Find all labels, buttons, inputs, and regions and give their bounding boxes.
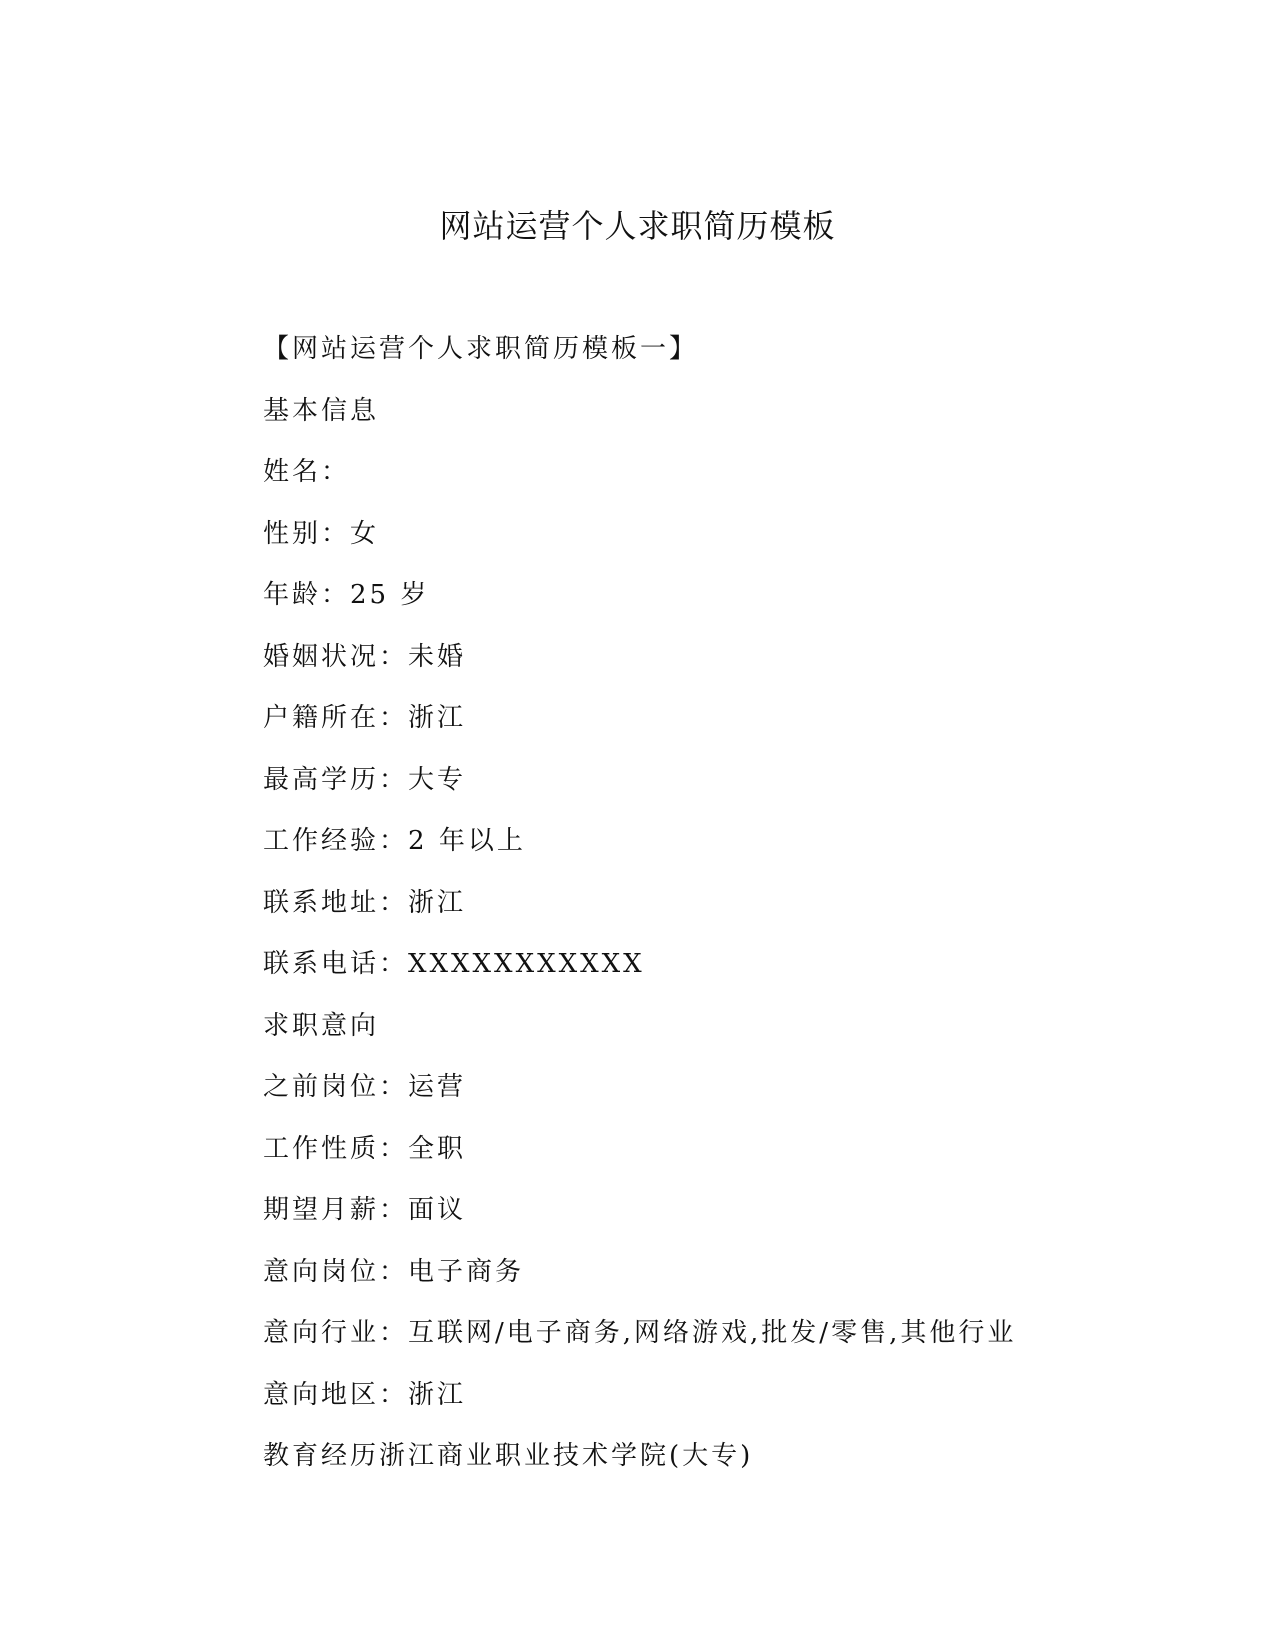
field-contact-address: 联系地址：浙江	[263, 887, 467, 918]
section-heading-basic-info: 基本信息	[263, 395, 380, 426]
field-job-type: 工作性质：全职	[263, 1133, 467, 1164]
field-education-history: 教育经历浙江商业职业技术学院(大专)	[263, 1441, 754, 1471]
field-highest-education: 最高学历：大专	[263, 764, 467, 795]
document-title: 网站运营个人求职简历模板	[439, 207, 836, 245]
field-marital-status: 婚姻状况：未婚	[263, 641, 467, 672]
section-heading-template-one: 【网站运营个人求职简历模板一】	[263, 334, 699, 364]
field-desired-position: 意向岗位：电子商务	[263, 1256, 525, 1287]
field-expected-salary: 期望月薪：面议	[263, 1195, 467, 1225]
field-desired-industry: 意向行业：互联网/电子商务,网络游戏,批发/零售,其他行业	[263, 1318, 1017, 1348]
field-name: 姓名：	[263, 457, 351, 487]
field-desired-region: 意向地区：浙江	[263, 1379, 467, 1410]
field-contact-phone: 联系电话：XXXXXXXXXXX	[263, 949, 645, 979]
field-age: 年龄：25 岁	[263, 580, 430, 610]
field-work-experience: 工作经验：2 年以上	[263, 826, 526, 856]
resume-content	[263, 330, 1163, 1499]
field-household-registration: 户籍所在：浙江	[263, 703, 467, 733]
section-heading-job-intention: 求职意向	[263, 1010, 380, 1041]
field-previous-position: 之前岗位：运营	[263, 1072, 467, 1102]
field-gender: 性别：女	[263, 518, 380, 549]
